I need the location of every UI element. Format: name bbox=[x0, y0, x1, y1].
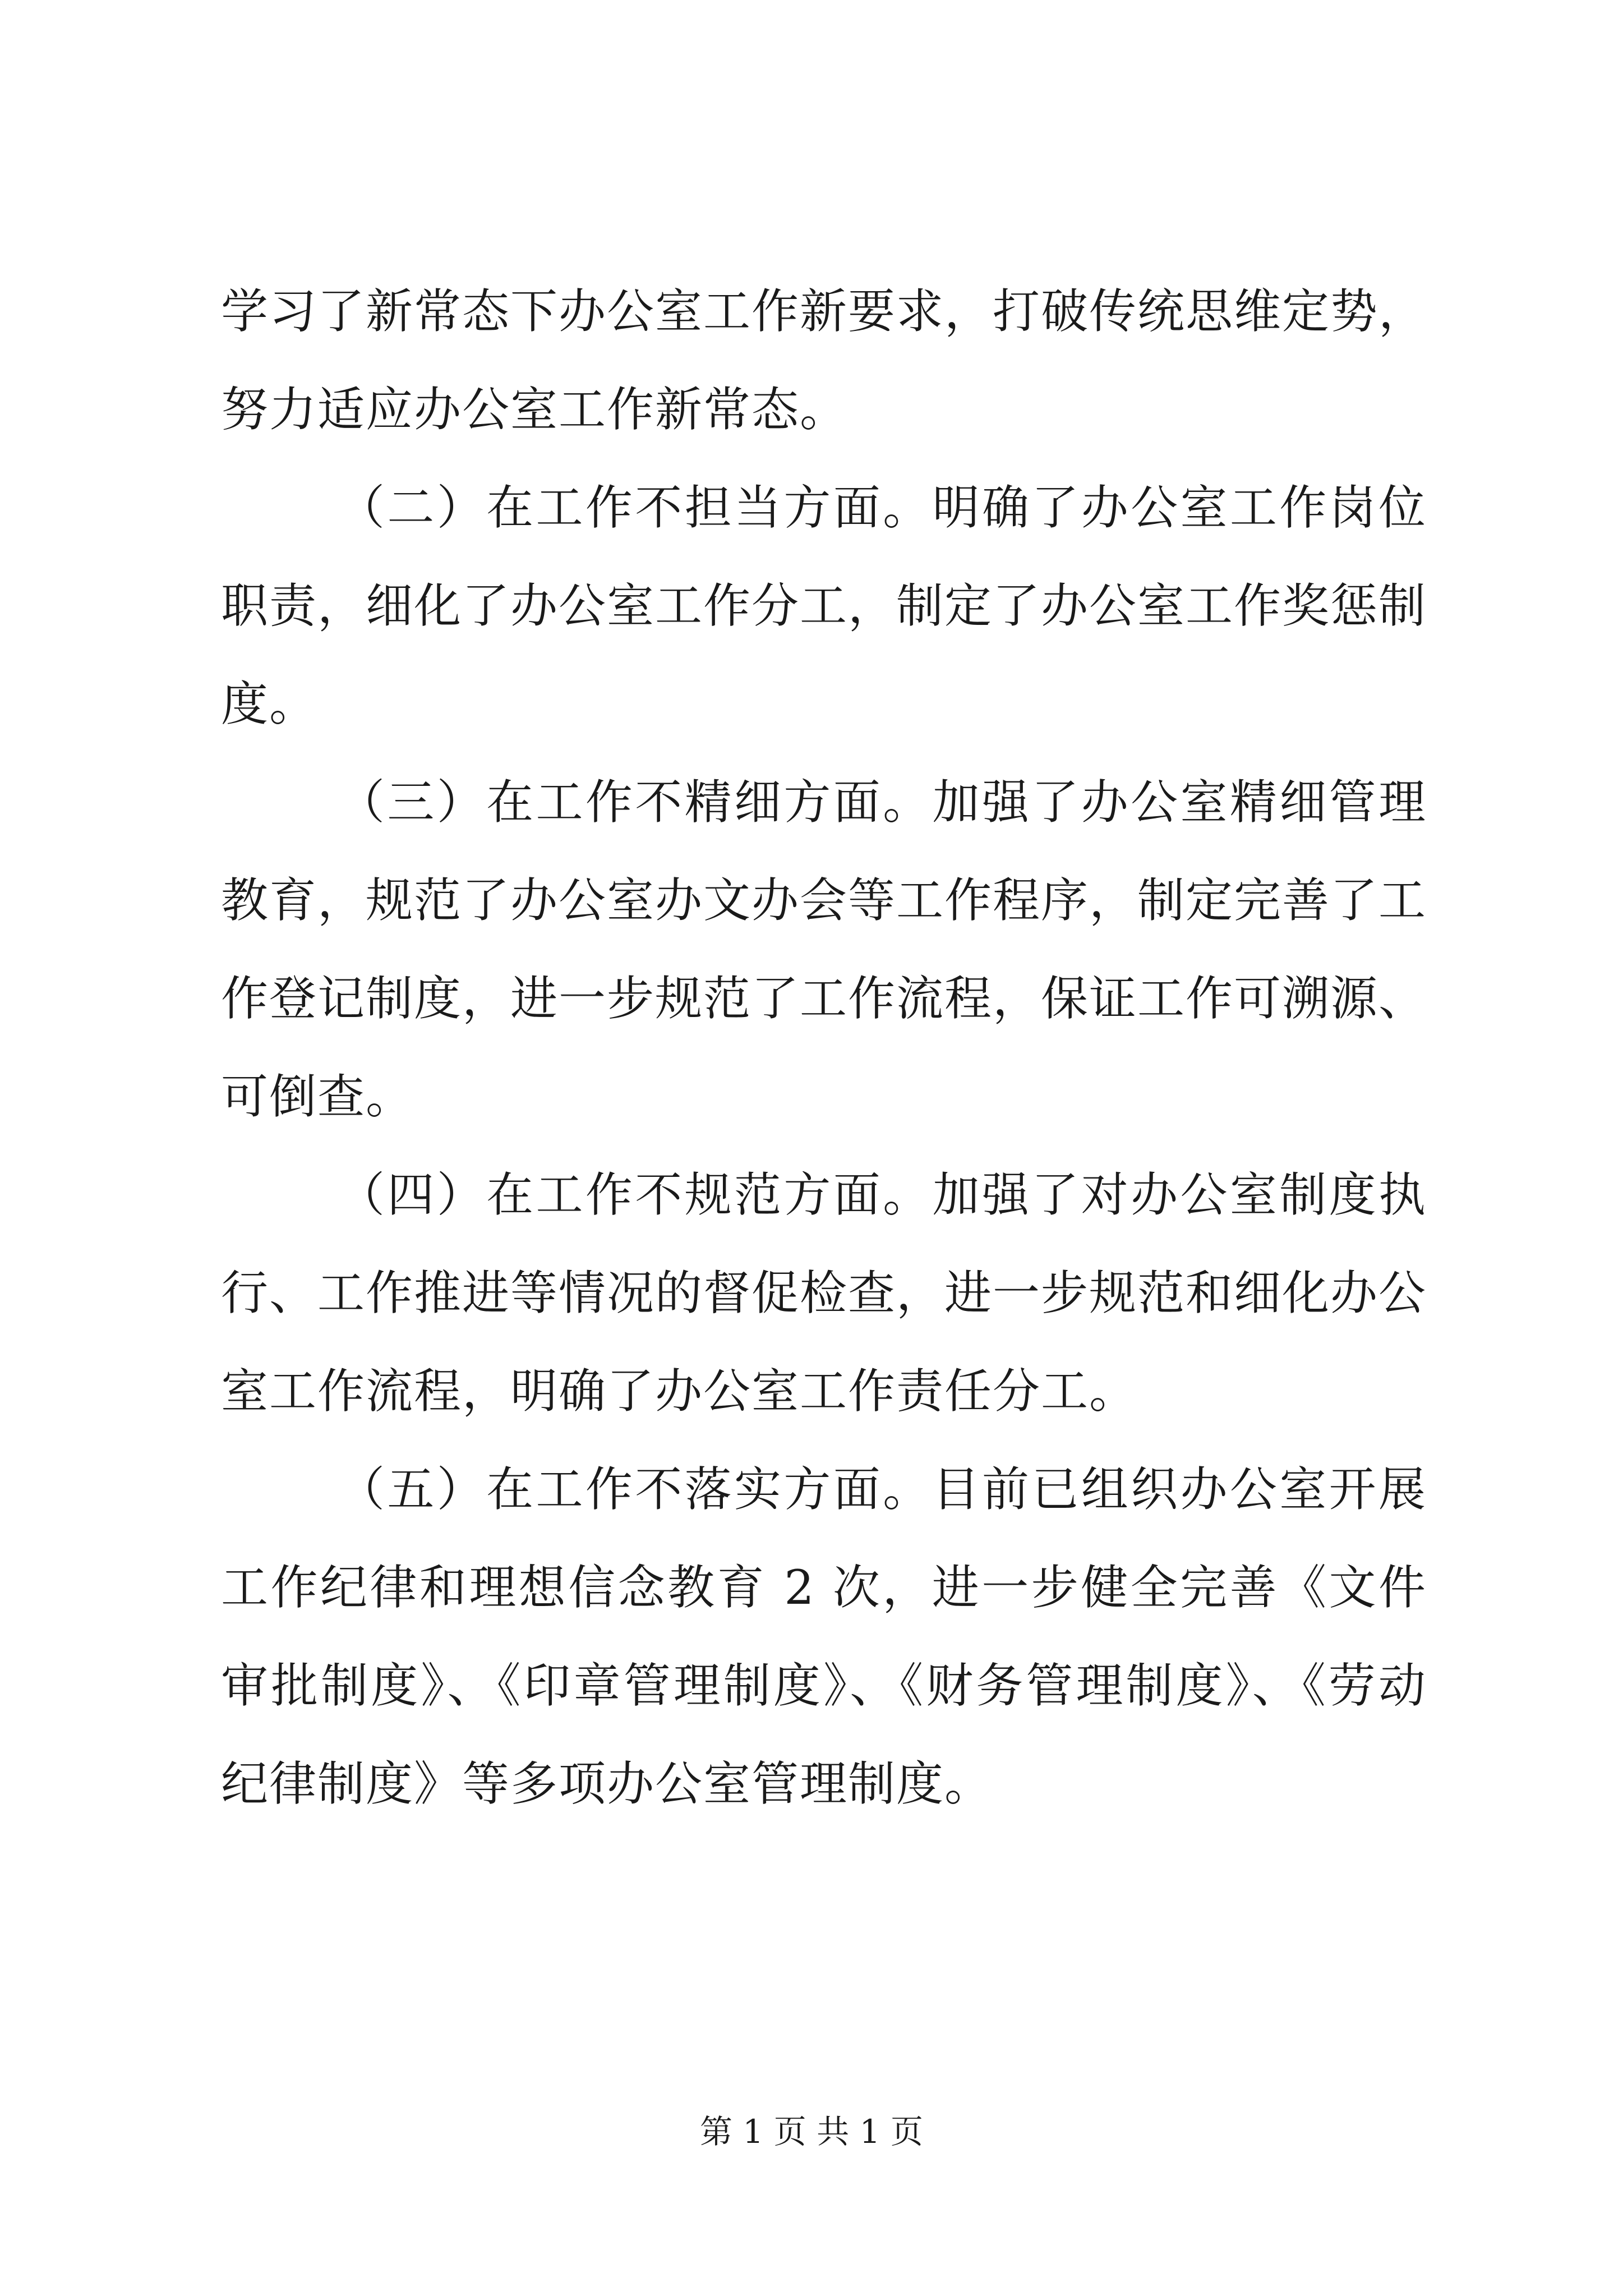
paragraph-1: 学习了新常态下办公室工作新要求，打破传统思维定势，努力适应办公室工作新常态。 bbox=[221, 284, 1427, 437]
paragraph-4: （四）在工作不规范方面。加强了对办公室制度执行、工作推进等情况的督促检查，进一步规范和细化办公室工作流程，明确了办公室工作责任分工。 bbox=[221, 1167, 1427, 1419]
paragraph-3: （三）在工作不精细方面。加强了办公室精细管理教育，规范了办公室办文办会等工作程序，制定完善了工作登记制度，进一步规范了工作流程，保证工作可溯源、可倒查。 bbox=[221, 775, 1427, 1124]
page-footer: 第 1 页 共 1 页 bbox=[700, 2113, 923, 2151]
document-body bbox=[221, 263, 1427, 1833]
paragraph-2: （二）在工作不担当方面。明确了办公室工作岗位职责，细化了办公室工作分工，制定了办公室工作奖惩制度。 bbox=[221, 480, 1427, 731]
paragraph-5: （五）在工作不落实方面。目前已组织办公室开展工作纪律和理想信念教育 2 次，进一步健全完善《文件审批制度》、《印章管理制度》、《财务管理制度》、《劳动纪律制度》等多项办公室管理制度。 bbox=[221, 1462, 1427, 1811]
